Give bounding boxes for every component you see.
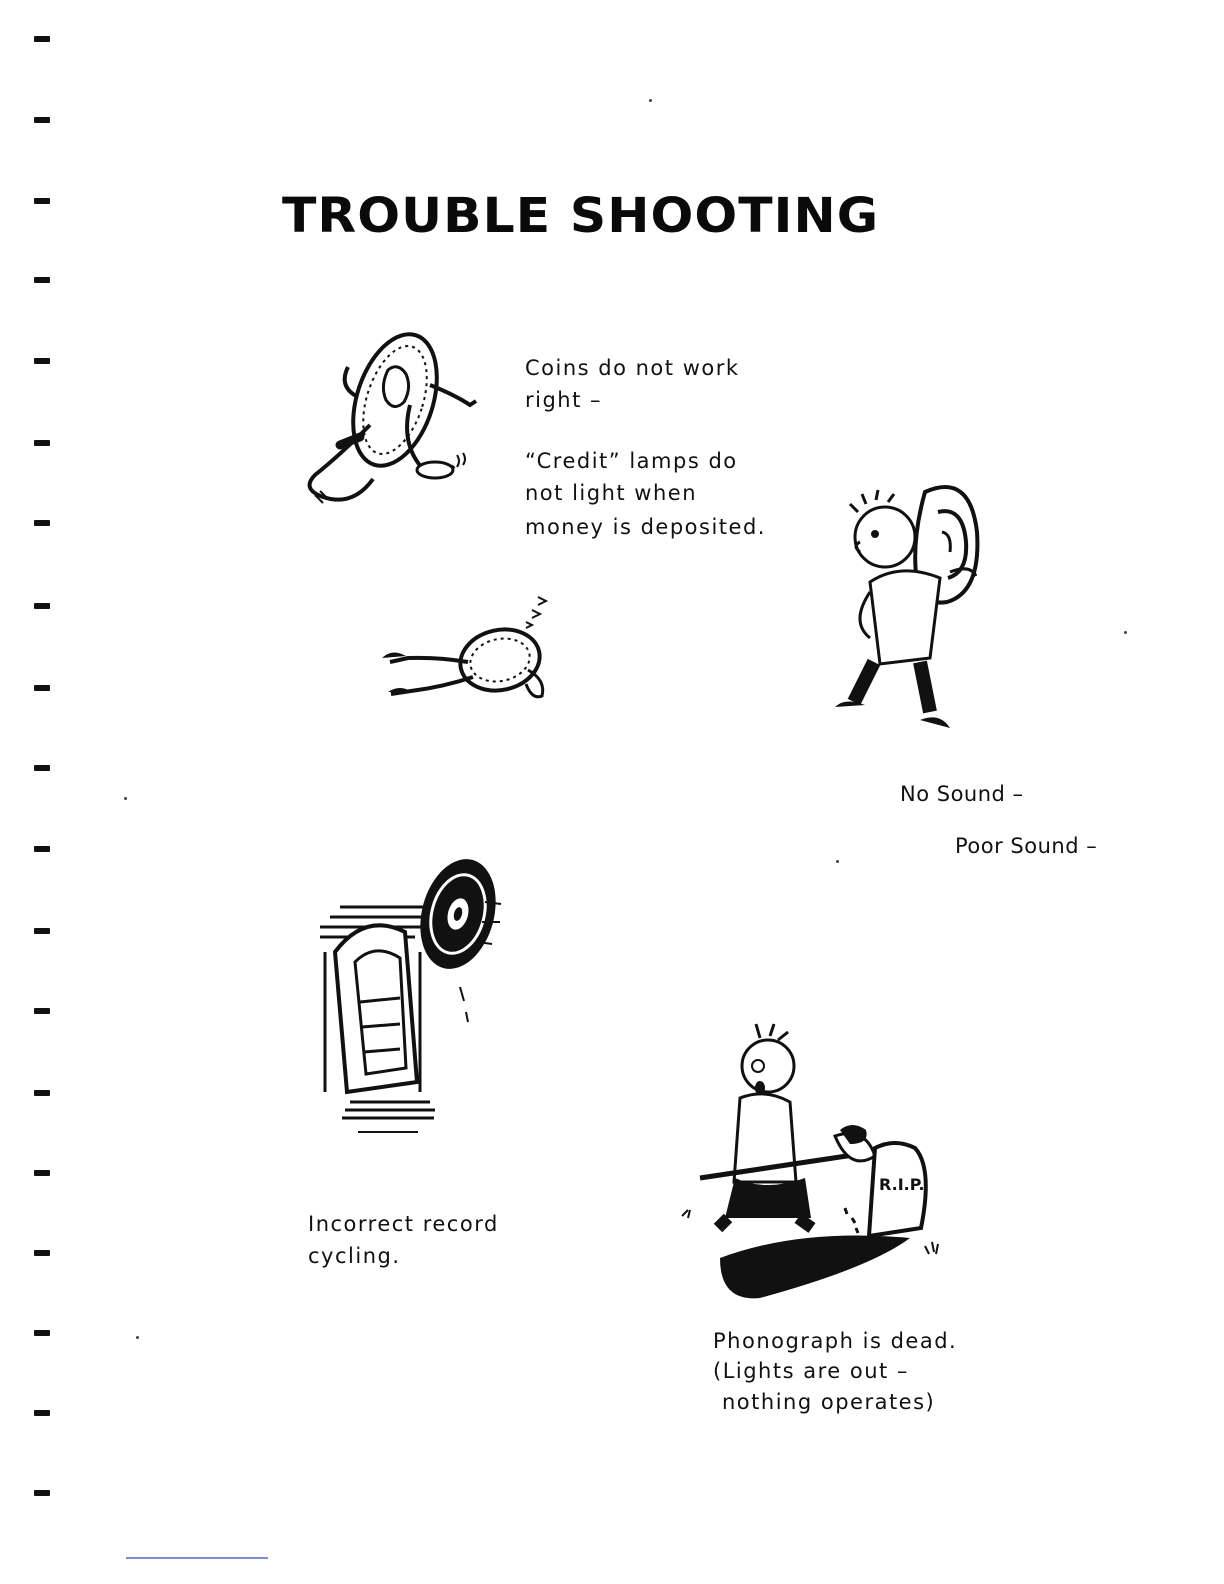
running-coin-illustration: [300, 315, 500, 515]
running-coin-icon: [300, 315, 500, 515]
no-sound-label: No Sound –: [900, 782, 1024, 806]
grave-digger-illustration: [680, 1018, 960, 1313]
sleeping-coin-illustration: [378, 592, 568, 712]
record-line-1: Incorrect record: [308, 1212, 499, 1236]
coins-line-3: “Credit” lamps do: [525, 449, 738, 473]
dead-line-3: nothing operates): [722, 1390, 936, 1414]
coins-line-4: not light when: [525, 481, 697, 505]
coins-line-2: right –: [525, 388, 603, 412]
tombstone-text: R.I.P.: [879, 1175, 925, 1194]
jukebox-record-icon: [310, 852, 530, 1137]
dead-line-2: (Lights are out –: [713, 1359, 909, 1383]
record-line-2: cycling.: [308, 1244, 401, 1268]
dead-line-1: Phonograph is dead.: [713, 1329, 958, 1353]
coins-line-1: Coins do not work: [525, 356, 740, 380]
sleeping-coin-icon: [378, 592, 568, 712]
footer-rule: [126, 1557, 268, 1559]
listening-ear-icon: [830, 472, 1000, 742]
poor-sound-label: Poor Sound –: [955, 834, 1098, 858]
grave-digger-icon: [680, 1018, 960, 1313]
binder-punch-marks: [28, 0, 58, 1584]
jukebox-record-illustration: [310, 852, 530, 1137]
page-title: TROUBLE SHOOTING: [282, 188, 880, 244]
coins-line-5: money is deposited.: [525, 515, 766, 539]
big-ear-man-illustration: [830, 472, 1000, 742]
